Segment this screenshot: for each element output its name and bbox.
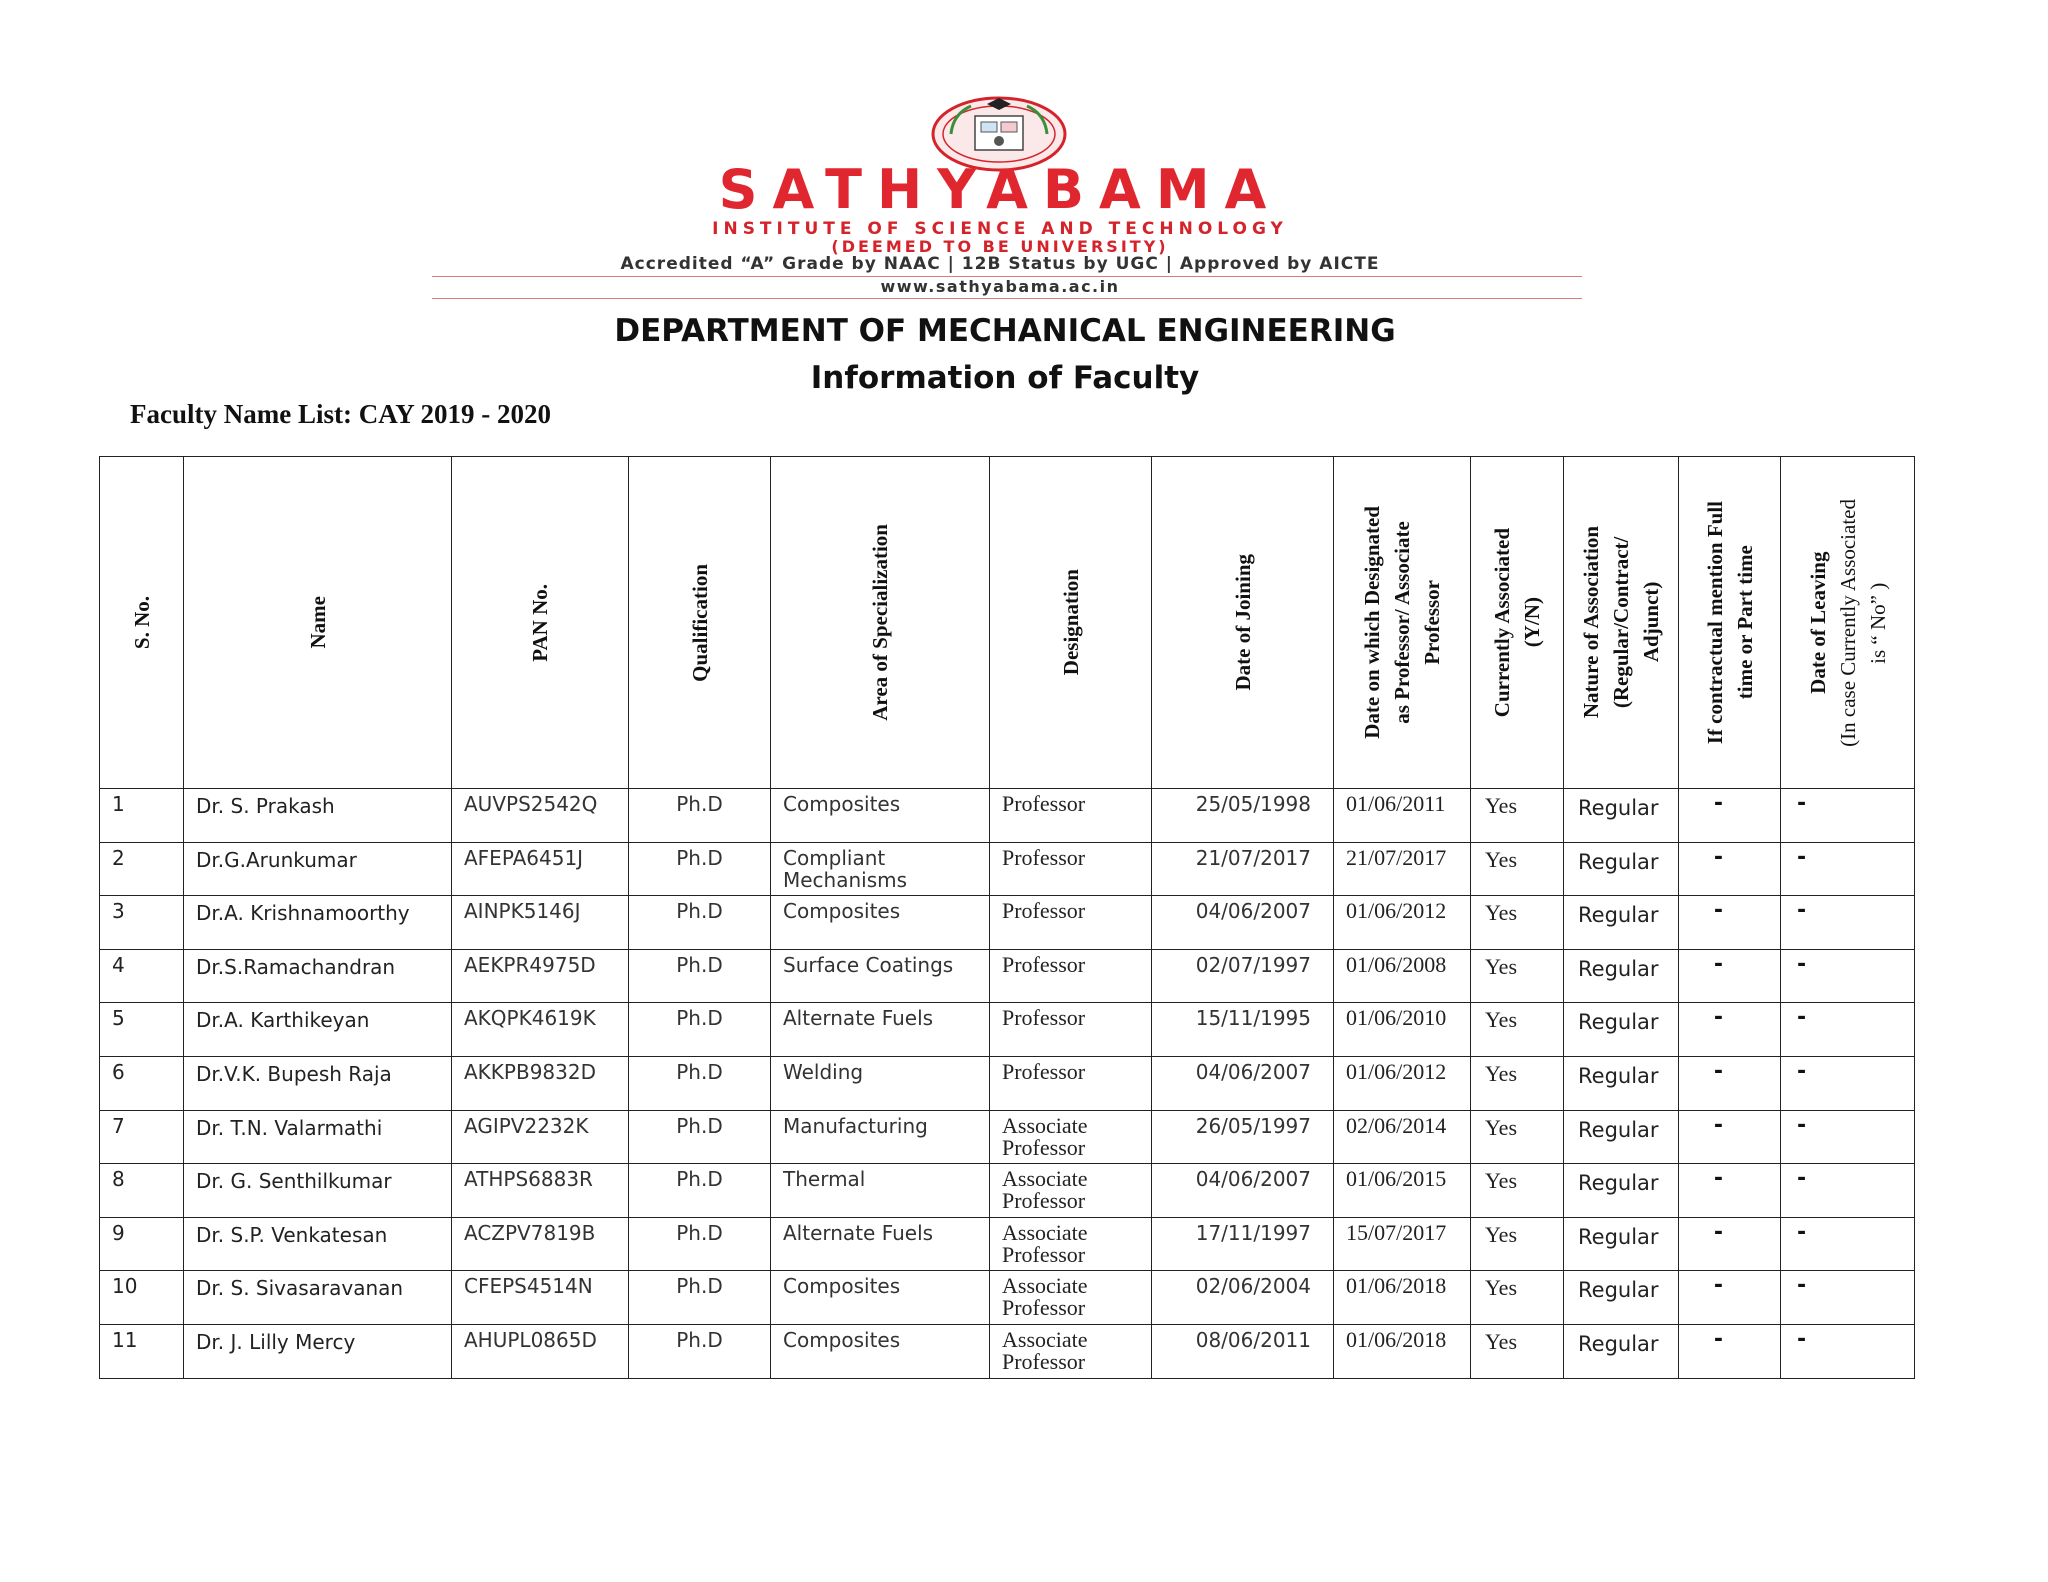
cell-pan: AINPK5146J xyxy=(452,896,629,950)
cell-date-of-leaving: - xyxy=(1781,1164,1915,1218)
cell-name: Dr.S.Ramachandran xyxy=(184,949,452,1003)
cell-designation: Associate Professor xyxy=(990,1217,1152,1271)
cell-designation: Professor xyxy=(990,789,1152,843)
cell-sno: 3 xyxy=(100,896,184,950)
cell-currently-associated: Yes xyxy=(1471,1164,1564,1218)
cell-name: Dr. G. Senthilkumar xyxy=(184,1164,452,1218)
cell-pan: ACZPV7819B xyxy=(452,1217,629,1271)
cell-designation: Professor xyxy=(990,896,1152,950)
cell-specialization: Composites xyxy=(771,1271,990,1325)
cell-specialization: Compliant Mechanisms xyxy=(771,842,990,896)
cell-designated-date: 02/06/2014 xyxy=(1334,1110,1471,1164)
table-row xyxy=(100,1056,1915,1110)
cell-contractual: - xyxy=(1679,789,1781,843)
header-date-of-leaving: Date of Leaving (In case Currently Associated is “ No” ) xyxy=(1781,457,1915,789)
cell-name: Dr. S. Prakash xyxy=(184,789,452,843)
cell-designated-date: 01/06/2018 xyxy=(1334,1271,1471,1325)
cell-specialization: Welding xyxy=(771,1056,990,1110)
cell-qualification: Ph.D xyxy=(629,1217,771,1271)
cell-date-of-leaving: - xyxy=(1781,896,1915,950)
table-row xyxy=(100,1271,1915,1325)
cell-name: Dr. S.P. Venkatesan xyxy=(184,1217,452,1271)
info-title: Information of Faculty xyxy=(810,360,1200,396)
cell-sno: 5 xyxy=(100,1003,184,1057)
cell-name: Dr. S. Sivasaravanan xyxy=(184,1271,452,1325)
cell-name: Dr.G.Arunkumar xyxy=(184,842,452,896)
cell-nature: Regular xyxy=(1564,1003,1679,1057)
cell-contractual: - xyxy=(1679,1324,1781,1378)
cell-currently-associated: Yes xyxy=(1471,1217,1564,1271)
cell-pan: AHUPL0865D xyxy=(452,1324,629,1378)
website-line: www.sathyabama.ac.in xyxy=(880,277,1120,296)
cell-currently-associated: Yes xyxy=(1471,1056,1564,1110)
cell-sno: 11 xyxy=(100,1324,184,1378)
table-row xyxy=(100,1110,1915,1164)
cell-designated-date: 01/06/2010 xyxy=(1334,1003,1471,1057)
cell-name: Dr.A. Karthikeyan xyxy=(184,1003,452,1057)
cell-qualification: Ph.D xyxy=(629,1110,771,1164)
cell-specialization: Surface Coatings xyxy=(771,949,990,1003)
cell-date-of-joining: 02/06/2004 xyxy=(1152,1271,1334,1325)
header-joining: Date of Joining xyxy=(1152,457,1334,789)
cell-currently-associated: Yes xyxy=(1471,949,1564,1003)
institution-name: SATHYABAMA xyxy=(718,158,1282,221)
cell-nature: Regular xyxy=(1564,896,1679,950)
cell-qualification: Ph.D xyxy=(629,1271,771,1325)
cell-sno: 10 xyxy=(100,1271,184,1325)
cell-pan: AKQPK4619K xyxy=(452,1003,629,1057)
cell-name: Dr. T.N. Valarmathi xyxy=(184,1110,452,1164)
cell-designated-date: 01/06/2011 xyxy=(1334,789,1471,843)
header-pan: PAN No. xyxy=(452,457,629,789)
cell-designated-date: 01/06/2012 xyxy=(1334,896,1471,950)
cell-designation: Professor xyxy=(990,842,1152,896)
cell-specialization: Thermal xyxy=(771,1164,990,1218)
cell-qualification: Ph.D xyxy=(629,949,771,1003)
header-currently-associated: Currently Associated (Y/N) xyxy=(1471,457,1564,789)
header-name: Name xyxy=(184,457,452,789)
cell-specialization: Composites xyxy=(771,896,990,950)
cell-qualification: Ph.D xyxy=(629,789,771,843)
cell-name: Dr.A. Krishnamoorthy xyxy=(184,896,452,950)
cell-contractual: - xyxy=(1679,896,1781,950)
cell-qualification: Ph.D xyxy=(629,896,771,950)
cell-currently-associated: Yes xyxy=(1471,842,1564,896)
cell-date-of-joining: 21/07/2017 xyxy=(1152,842,1334,896)
cell-date-of-joining: 04/06/2007 xyxy=(1152,896,1334,950)
header-nature-of-association: Nature of Association (Regular/Contract/ Adjunct) xyxy=(1564,457,1679,789)
header-designated-date: Date on which Designated as Professor/ Associate Professor xyxy=(1334,457,1471,789)
cell-designation: Associate Professor xyxy=(990,1271,1152,1325)
cell-date-of-leaving: - xyxy=(1781,789,1915,843)
table-row xyxy=(100,949,1915,1003)
cell-pan: AUVPS2542Q xyxy=(452,789,629,843)
table-row xyxy=(100,1324,1915,1378)
cell-pan: ATHPS6883R xyxy=(452,1164,629,1218)
cell-date-of-joining: 02/07/1997 xyxy=(1152,949,1334,1003)
cell-nature: Regular xyxy=(1564,1271,1679,1325)
cell-designated-date: 01/06/2015 xyxy=(1334,1164,1471,1218)
deemed-university-line: (DEEMED TO BE UNIVERSITY) xyxy=(831,237,1169,256)
cell-pan: AGIPV2232K xyxy=(452,1110,629,1164)
cell-qualification: Ph.D xyxy=(629,1003,771,1057)
cell-specialization: Alternate Fuels xyxy=(771,1003,990,1057)
cell-contractual: - xyxy=(1679,1164,1781,1218)
cell-pan: CFEPS4514N xyxy=(452,1271,629,1325)
cell-designation: Associate Professor xyxy=(990,1324,1152,1378)
table-body xyxy=(100,789,1915,1379)
cell-currently-associated: Yes xyxy=(1471,896,1564,950)
table-row xyxy=(100,789,1915,843)
header-qualification: Qualification xyxy=(629,457,771,789)
cell-nature: Regular xyxy=(1564,1217,1679,1271)
institution-subtitle: INSTITUTE OF SCIENCE AND TECHNOLOGY xyxy=(712,219,1288,239)
table-header-row xyxy=(100,457,1915,789)
header-sno: S. No. xyxy=(100,457,184,789)
cell-contractual: - xyxy=(1679,1271,1781,1325)
cell-date-of-joining: 08/06/2011 xyxy=(1152,1324,1334,1378)
cell-sno: 1 xyxy=(100,789,184,843)
cell-currently-associated: Yes xyxy=(1471,1003,1564,1057)
header-specialization: Area of Specialization xyxy=(771,457,990,789)
department-title: DEPARTMENT OF MECHANICAL ENGINEERING xyxy=(614,313,1396,349)
cell-designated-date: 15/07/2017 xyxy=(1334,1217,1471,1271)
cell-specialization: Composites xyxy=(771,1324,990,1378)
cell-qualification: Ph.D xyxy=(629,842,771,896)
cell-contractual: - xyxy=(1679,949,1781,1003)
cell-nature: Regular xyxy=(1564,1110,1679,1164)
header-designation: Designation xyxy=(990,457,1152,789)
cell-designation: Professor xyxy=(990,1003,1152,1057)
cell-pan: AKKPB9832D xyxy=(452,1056,629,1110)
cell-date-of-joining: 26/05/1997 xyxy=(1152,1110,1334,1164)
faculty-table xyxy=(99,456,1915,1379)
cell-designation: Professor xyxy=(990,1056,1152,1110)
cell-sno: 6 xyxy=(100,1056,184,1110)
cell-sno: 7 xyxy=(100,1110,184,1164)
cell-date-of-joining: 25/05/1998 xyxy=(1152,789,1334,843)
cell-date-of-leaving: - xyxy=(1781,1110,1915,1164)
cell-contractual: - xyxy=(1679,1110,1781,1164)
cell-sno: 9 xyxy=(100,1217,184,1271)
cell-currently-associated: Yes xyxy=(1471,1271,1564,1325)
cell-sno: 2 xyxy=(100,842,184,896)
cell-nature: Regular xyxy=(1564,949,1679,1003)
cell-nature: Regular xyxy=(1564,842,1679,896)
cell-contractual: - xyxy=(1679,842,1781,896)
cell-specialization: Alternate Fuels xyxy=(771,1217,990,1271)
table-row xyxy=(100,1003,1915,1057)
cell-designation: Associate Professor xyxy=(990,1110,1152,1164)
cell-date-of-leaving: - xyxy=(1781,1003,1915,1057)
cell-date-of-leaving: - xyxy=(1781,842,1915,896)
cell-qualification: Ph.D xyxy=(629,1056,771,1110)
cell-contractual: - xyxy=(1679,1003,1781,1057)
cell-designation: Associate Professor xyxy=(990,1164,1152,1218)
cell-designation: Professor xyxy=(990,949,1152,1003)
cell-date-of-leaving: - xyxy=(1781,949,1915,1003)
cell-date-of-joining: 17/11/1997 xyxy=(1152,1217,1334,1271)
table-row xyxy=(100,1164,1915,1218)
cell-date-of-joining: 04/06/2007 xyxy=(1152,1164,1334,1218)
cell-specialization: Composites xyxy=(771,789,990,843)
cell-nature: Regular xyxy=(1564,1164,1679,1218)
accreditation-line: Accredited “A” Grade by NAAC | 12B Status by UGC | Approved by AICTE xyxy=(620,254,1380,274)
cell-date-of-joining: 04/06/2007 xyxy=(1152,1056,1334,1110)
cell-date-of-leaving: - xyxy=(1781,1324,1915,1378)
table-row xyxy=(100,896,1915,950)
cell-designated-date: 21/07/2017 xyxy=(1334,842,1471,896)
cell-date-of-leaving: - xyxy=(1781,1271,1915,1325)
cell-currently-associated: Yes xyxy=(1471,789,1564,843)
cell-nature: Regular xyxy=(1564,1324,1679,1378)
cell-date-of-leaving: - xyxy=(1781,1056,1915,1110)
cell-sno: 4 xyxy=(100,949,184,1003)
cell-currently-associated: Yes xyxy=(1471,1324,1564,1378)
header-contractual: If contractual mention Full time or Part time xyxy=(1679,457,1781,789)
cell-contractual: - xyxy=(1679,1056,1781,1110)
cell-qualification: Ph.D xyxy=(629,1164,771,1218)
table-row xyxy=(100,842,1915,896)
cell-nature: Regular xyxy=(1564,789,1679,843)
cell-sno: 8 xyxy=(100,1164,184,1218)
cell-date-of-leaving: - xyxy=(1781,1217,1915,1271)
cell-specialization: Manufacturing xyxy=(771,1110,990,1164)
cell-qualification: Ph.D xyxy=(629,1324,771,1378)
cell-date-of-joining: 15/11/1995 xyxy=(1152,1003,1334,1057)
cell-designated-date: 01/06/2018 xyxy=(1334,1324,1471,1378)
cell-designated-date: 01/06/2012 xyxy=(1334,1056,1471,1110)
cell-pan: AFEPA6451J xyxy=(452,842,629,896)
letterhead-divider-bottom xyxy=(432,298,1582,299)
faculty-list-title: Faculty Name List: CAY 2019 - 2020 xyxy=(130,399,551,429)
cell-contractual: - xyxy=(1679,1217,1781,1271)
cell-currently-associated: Yes xyxy=(1471,1110,1564,1164)
cell-designated-date: 01/06/2008 xyxy=(1334,949,1471,1003)
cell-name: Dr. J. Lilly Mercy xyxy=(184,1324,452,1378)
cell-nature: Regular xyxy=(1564,1056,1679,1110)
cell-pan: AEKPR4975D xyxy=(452,949,629,1003)
cell-name: Dr.V.K. Bupesh Raja xyxy=(184,1056,452,1110)
table-row xyxy=(100,1217,1915,1271)
